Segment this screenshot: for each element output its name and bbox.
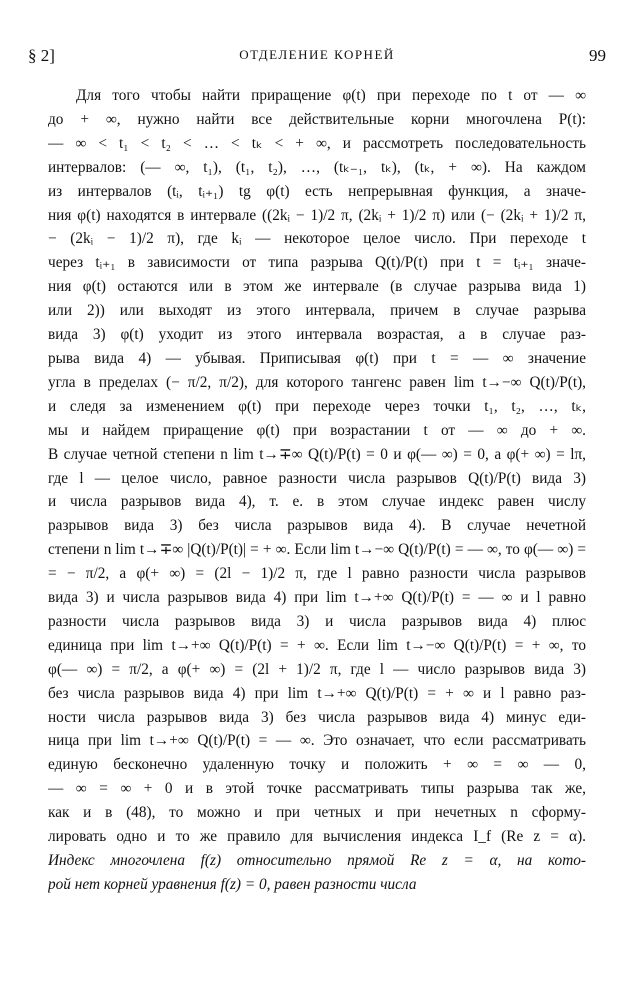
text-line: − (2kᵢ − 1)/2 π), где kᵢ — некоторое целое число. При переходе t <box>48 230 586 248</box>
text-line: Для того чтобы найти приращение φ(t) при переходе по t от — ∞ <box>76 87 586 104</box>
text-line: рыва вида 4) — убывая. Приписывая φ(t) при t = — ∞ значение <box>48 349 586 367</box>
text-line: ния φ(t) остаются или в этом же интервале (в случае разрыва вида 1) <box>48 278 586 296</box>
page-number: 99 <box>589 46 606 65</box>
text-line: или 2)) или выходят из этого интервала, причем в случае разрыва <box>48 302 586 320</box>
text-line: — ∞ = ∞ + 0 и в этой точке рассматривать типы разрыва так же, <box>48 780 586 798</box>
chapter-title: ОТДЕЛЕНИЕ КОРНЕЙ <box>239 47 395 62</box>
text-line: В случае четной степени n lim t→∓∞ Q(t)/P(t) = 0 и φ(— ∞) = 0, а φ(+ ∞) = lπ, <box>48 445 586 463</box>
text-line: — ∞ < t₁ < t₂ < … < tₖ < + ∞, и рассмотреть последовательность <box>48 134 586 152</box>
text-line: из интервалов (tᵢ, tᵢ₊₁) tg φ(t) есть непрерывная функция, а значе- <box>48 182 586 200</box>
text-line: разрывов вида 3) без числа разрывов вида 4). В случае нечетной <box>48 517 586 535</box>
text-line: единую бесконечно удаленную точку и положить + ∞ = ∞ — 0, <box>48 756 586 774</box>
text-line: = − π/2, а φ(+ ∞) = (2l − 1)/2 π, где l равно разности числа разрывов <box>48 565 586 583</box>
text-line: вида 3) φ(t) уходит из этого интервала возрастая, а в случае раз- <box>48 326 586 344</box>
running-header <box>28 46 606 70</box>
text-line: где l — целое число, равное разности числа разрывов Q(t)/P(t) вида 3) <box>48 469 586 487</box>
theorem-line: рой нет корней уравнения f(z) = 0, равен разности числа <box>48 875 417 893</box>
text-line: ния φ(t) находятся в интервале ((2kᵢ − 1)/2 π, (2kᵢ + 1)/2 π) или (− (2kᵢ + 1)/2 π, <box>48 206 586 224</box>
text-line: вида 3) и числа разрывов вида 4) при lim t→+∞ Q(t)/P(t) = — ∞ и l равно <box>48 589 586 607</box>
text-line: единица при lim t→+∞ Q(t)/P(t) = + ∞. Если lim t→−∞ Q(t)/P(t) = + ∞, то <box>48 636 586 654</box>
text-line: разности числа разрывов вида 3) и числа разрывов вида 4) плюс <box>48 612 586 630</box>
text-line: ница при lim t→+∞ Q(t)/P(t) = — ∞. Это означает, что если рассматривать <box>48 732 586 750</box>
text-line: до + ∞, нужно найти все действительные корни многочлена P(t): <box>48 110 586 128</box>
text-line: угла в пределах (− π/2, π/2), для которого тангенс равен lim t→−∞ Q(t)/P(t), <box>48 373 586 391</box>
text-line: лировать одно и то же правило для вычисления индекса I_f (Re z = α). <box>48 828 586 846</box>
text-line: и следя за изменением φ(t) при переходе через точки t₁, t₂, …, tₖ, <box>48 397 586 415</box>
text-line: через tᵢ₊₁ в зависимости от типа разрыва Q(t)/P(t) при t = tᵢ₊₁ значе- <box>48 254 586 272</box>
text-line: степени n lim t→∓∞ |Q(t)/P(t)| = + ∞. Если lim t→−∞ Q(t)/P(t) = — ∞, то φ(— ∞) = <box>48 541 586 559</box>
text-line: без числа разрывов вида 4) при lim t→+∞ Q(t)/P(t) = + ∞ и l равно раз- <box>48 684 586 702</box>
text-line: как и в (48), то можно и при четных и при нечетных n сформу- <box>48 804 586 822</box>
body-text <box>48 84 586 897</box>
text-line: мы и найдем приращение φ(t) при возрастании t от — ∞ до + ∞. <box>48 421 586 439</box>
text-line: и числа разрывов вида 4), т. е. в этом случае индекс равен числу <box>48 493 586 511</box>
text-line: ности числа разрывов вида 3) без числа разрывов вида 4) минус еди- <box>48 708 586 726</box>
theorem-line: Индекс многочлена f(z) относительно прямой Re z = α, на кото- <box>48 852 586 869</box>
section-mark: § 2] <box>28 46 55 65</box>
text-line: интервалов: (— ∞, t₁), (t₁, t₂), …, (tₖ₋₁, tₖ), (tₖ, + ∞). На каждом <box>48 158 586 176</box>
text-line: φ(— ∞) = π/2, а φ(+ ∞) = (2l + 1)/2 π, где l — число разрывов вида 3) <box>48 660 586 678</box>
